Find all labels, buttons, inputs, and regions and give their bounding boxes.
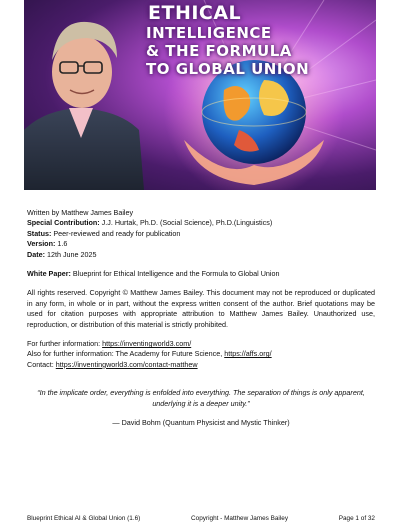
rights-paragraph: All rights reserved. Copyright © Matthew James Bailey. This document may not be reproduced or duplicated in any form, in whole or in part, without the express written consent of the author. Brief quotations may be used for citation purposes with appropriate attribution to Matthew James Bailey. Unauthorized use, reproduction, or distribution of this material is strictly prohibited. bbox=[27, 288, 375, 329]
cover-image bbox=[24, 0, 376, 190]
contact-label: Contact: bbox=[27, 359, 56, 369]
info-1-label: For further information: bbox=[27, 339, 103, 349]
special-contribution-line bbox=[27, 218, 375, 228]
version-value: 1.6 bbox=[55, 239, 68, 249]
date-value: 12th June 2025 bbox=[44, 249, 97, 259]
status-value: Peer-reviewed and ready for publication bbox=[51, 228, 181, 238]
cover-title-line-1: ETHICAL bbox=[148, 2, 242, 24]
contact-link[interactable]: https://inventingworld3.com/contact-matthew bbox=[55, 359, 198, 369]
version-label: Version: bbox=[27, 239, 56, 249]
white-paper-title: Blueprint for Ethical Intelligence and the Formula to Global Union bbox=[70, 269, 280, 279]
cover-title-line-4: TO GLOBAL UNION bbox=[146, 60, 310, 78]
info-2-label: Also for further information: The Academy for Future Science, bbox=[27, 349, 225, 359]
cover-title-line-3: & THE FORMULA bbox=[146, 42, 292, 60]
white-paper-line bbox=[27, 269, 375, 279]
document-body bbox=[27, 208, 375, 429]
quote-attribution: — David Bohm (Quantum Physicist and Mystic Thinker) bbox=[112, 418, 290, 428]
contact-line bbox=[27, 360, 375, 370]
cover-title-line-2: INTELLIGENCE bbox=[146, 24, 272, 42]
version-line bbox=[27, 239, 375, 249]
cover-title bbox=[146, 4, 376, 77]
info-line-1 bbox=[27, 339, 375, 349]
affs-link[interactable]: https://affs.org/ bbox=[224, 349, 272, 359]
footer-document-title: Blueprint Ethical AI & Global Union (1.6) bbox=[27, 515, 141, 522]
date-label: Date: bbox=[27, 249, 45, 259]
page-footer bbox=[27, 515, 375, 522]
white-paper-label: White Paper: bbox=[27, 269, 71, 279]
status-line bbox=[27, 229, 375, 239]
author-line: Written by Matthew James Bailey bbox=[27, 208, 134, 217]
document-metadata bbox=[27, 208, 375, 260]
date-line bbox=[27, 250, 375, 260]
special-contribution-value: J.J. Hurtak, Ph.D. (Social Science), Ph.D.(Linguistics) bbox=[99, 218, 273, 228]
links-section bbox=[27, 339, 375, 370]
status-label: Status: bbox=[27, 228, 52, 238]
footer-copyright: Copyright - Matthew James Bailey bbox=[191, 515, 289, 522]
special-contribution-label: Special Contribution: bbox=[27, 218, 100, 228]
inventingworld3-link[interactable]: https://inventingworld3.com/ bbox=[102, 339, 192, 349]
info-line-2 bbox=[27, 349, 375, 359]
footer-page-number: Page 1 of 32 bbox=[338, 515, 375, 522]
bohm-quote: “In the implicate order, everything is enfolded into everything. The separation of things is only apparent, underlying it is a deeper unity.” bbox=[37, 388, 365, 408]
